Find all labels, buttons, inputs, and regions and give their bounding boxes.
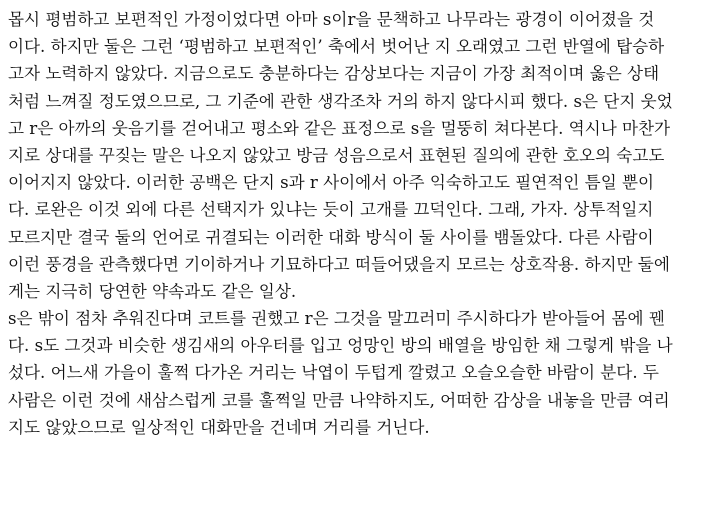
text-line: 사람은 이런 것에 새삼스럽게 코를 훌쩍일 만큼 나약하지도, 어떠한 감상을 내놓을 만큼 여리 [8,390,670,410]
text-line: 이다. 하지만 둘은 그런 ‘평범하고 보편적인’ 축에서 벗어난 지 오래였고 그런 반열에 탑승하 [8,37,665,57]
text-line: 몹시 평범하고 보편적인 가정이었다면 아마 s이r을 문책하고 나무라는 광경이 이어졌을 것 [8,10,655,29]
text-line: 모르지만 결국 둘의 언어로 귀결되는 이러한 대화 방식이 둘 사이를 뱀돌았다. 다른 사람이 [8,227,654,247]
text-line: 게는 지극히 당연한 약속과도 같은 일상. [8,281,297,301]
text-line: 지로 상대를 꾸짖는 말은 나오지 않았고 방금 성음으로서 표현된 질의에 관한 호오의 숙고도 [8,145,665,165]
text-line: 고자 노력하지 않았다. 지금으로도 충분하다는 감상보다는 지금이 가장 최적이며 옳은 상태 [8,64,660,84]
text-line: 섰다. 어느새 가을이 훌쩍 다가온 거리는 낙엽이 두텁게 깔렸고 오슬오슬한 바람이 분다. 두 [8,363,659,383]
text-line: s은 밖이 점차 추워진다며 코트를 권했고 r은 그것을 말끄러미 주시하다가 받아들어 몸에 꿴 [8,309,665,329]
text-line: 다. s도 그것과 비슷한 생김새의 아우터를 입고 엉망인 방의 배열을 방임한 채 그렇게 밖을 나 [8,336,673,356]
text-line: 처럼 느껴질 정도였으므로, 그 기준에 관한 생각조차 거의 하지 않다시피 했다. s은 단지 웃었 [8,91,673,111]
paragraph-2 [8,305,721,441]
text-line: 이런 풍경을 관측했다면 기이하거나 기묘하다고 떠들어댔을지 모르는 상호작용. 하지만 둘에 [8,254,670,274]
text-line: 지도 않았으므로 일상적인 대화만을 건네며 거리를 거닌다. [8,417,430,437]
text-line: 고 r은 아까의 웃음기를 걷어내고 평소와 같은 표정으로 s을 멀뚱히 쳐다본다. 역시나 마찬가 [8,118,671,138]
paragraph-1 [8,6,721,305]
text-line: 이어지지 않았다. 이러한 공백은 단지 s과 r 사이에서 아주 익숙하고도 필연적인 틈일 뿐이 [8,173,655,193]
text-line: 다. 로완은 이것 외에 다른 선택지가 있냐는 듯이 고개를 끄덕인다. 그래, 가자. 상투적일지 [8,200,654,220]
